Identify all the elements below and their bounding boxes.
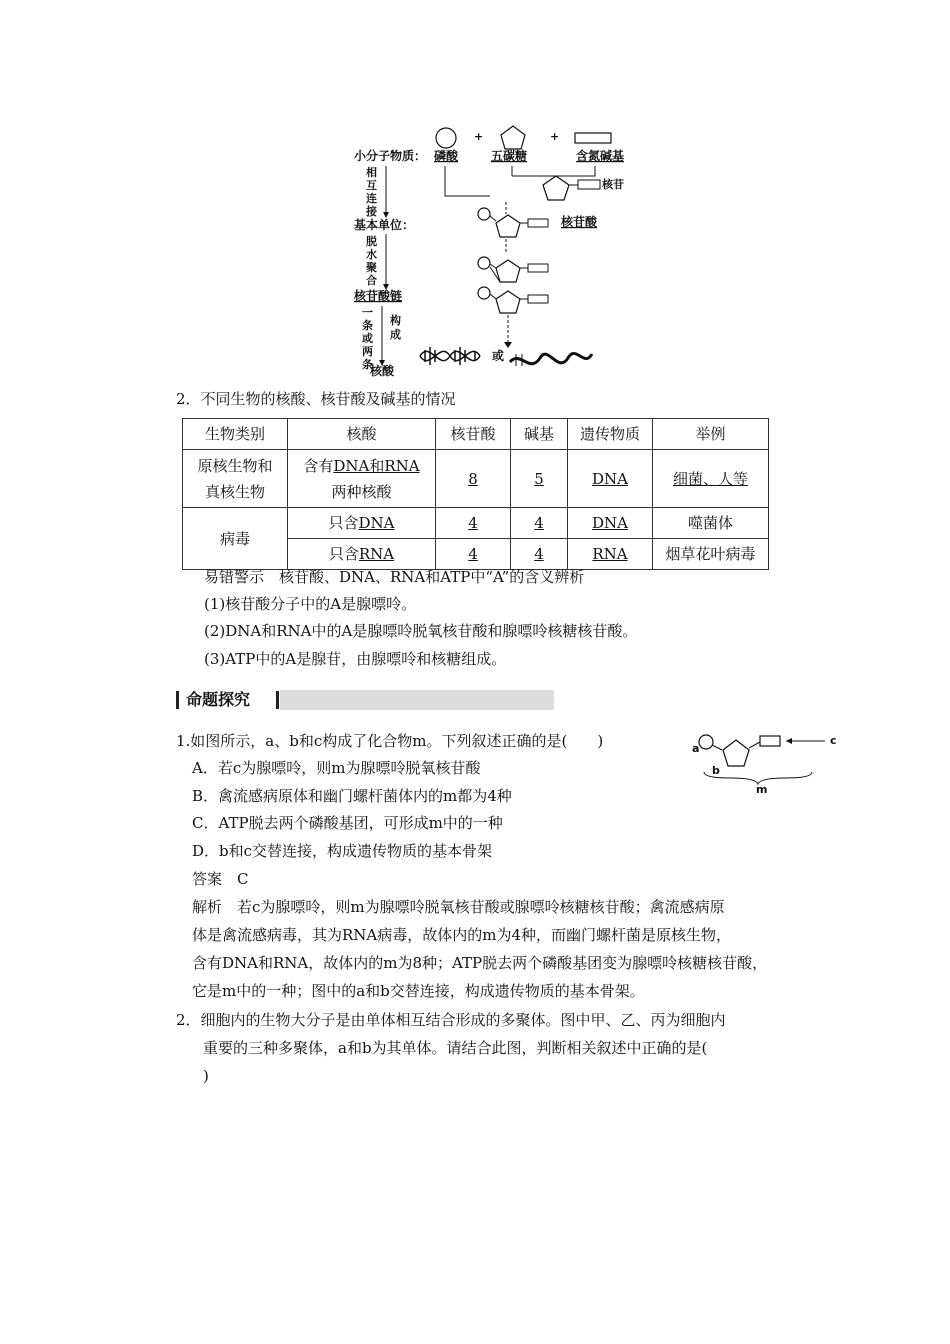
arrow3-char: 成 [390, 328, 401, 341]
label-nucleotide-right: 核苷酸 [561, 215, 598, 229]
table-header: 举例 [653, 419, 769, 450]
nucleic-pre: 只含 [328, 545, 359, 563]
table-cell: 病毒 [183, 508, 288, 570]
table-header-row [183, 419, 769, 450]
arrow3-char: 条 [362, 358, 373, 371]
label-c: c [830, 734, 837, 747]
label-chain: 核苷酸链 [354, 289, 403, 303]
question2-line: 2．细胞内的生物大分子是由单体相互结合形成的多聚体。图中甲、乙、丙为细胞内 [176, 1011, 726, 1029]
section-title: 2．不同生物的核酸、核苷酸及碱基的情况 [176, 390, 456, 408]
question2-line: ) [203, 1067, 209, 1085]
label-small-molecule: 小分子物质： [354, 149, 427, 163]
nucleic-line2: 两种核酸 [331, 482, 392, 501]
explanation-line: 体是禽流感病毒，其为RNA病毒，故体内的m为4种，而幽门螺杆菌是原核生物， [192, 926, 732, 944]
table-cell: 烟草花叶病毒 [653, 539, 769, 570]
nucleotide-symbol [496, 215, 520, 237]
arrow1-char: 接 [366, 205, 377, 218]
arrow2-char: 脱 [366, 235, 377, 248]
table-header: 遗传物质 [568, 419, 653, 450]
table-cell: 细菌、人等 [653, 450, 769, 508]
category-line: 原核生物和 [197, 456, 273, 475]
table-cell: 噬菌体 [653, 508, 769, 539]
comparison-table [182, 418, 769, 570]
table-header: 核苷酸 [436, 419, 511, 450]
warning-item: (3)ATP中的A是腺苷，由腺嘌呤和核糖组成。 [204, 650, 507, 668]
warning-title: 易错警示 核苷酸、DNA、RNA和ATP中“A”的含义辨析 [204, 568, 585, 586]
nucleotide-figure [690, 728, 840, 796]
label-or: 或 [492, 349, 505, 363]
label-basic-unit: 基本单位： [354, 218, 415, 232]
nucleic-underlined: DNA [358, 514, 395, 532]
section-header: 命题探究 [186, 690, 251, 709]
label-b: b [712, 764, 720, 777]
pentose-symbol [501, 126, 525, 149]
plus-sign: + [474, 130, 484, 143]
arrow3-char: 一 [362, 306, 373, 319]
arrow1-char: 相 [366, 166, 377, 179]
arrow3-char: 或 [362, 332, 373, 345]
question2-line: 重要的三种多聚体，a和b为其单体。请结合此图，判断相关叙述中正确的是( [203, 1039, 708, 1057]
table-cell: 8 [436, 450, 511, 508]
dna-double-helix [420, 347, 480, 365]
nucleic-acid-diagram [340, 118, 625, 378]
arrow1-char: 连 [366, 192, 377, 205]
arrow3-char: 两 [362, 345, 373, 358]
option-c: C．ATP脱去两个磷酸基团，可形成m中的一种 [192, 814, 503, 832]
nucleic-underlined: DNA和RNA [333, 456, 420, 475]
arrow3-char: 条 [362, 319, 373, 332]
table-cell: 4 [436, 508, 511, 539]
arrow2-char: 合 [366, 274, 377, 287]
option-d: D．b和c交替连接，构成遗传物质的基本骨架 [192, 842, 493, 860]
category-line: 真核生物 [204, 482, 265, 501]
plus-sign: + [550, 130, 560, 143]
option-a: A．若c为腺嘌呤，则m为腺嘌呤脱氧核苷酸 [192, 759, 481, 777]
table-cell: DNA [568, 508, 653, 539]
label-nucleoside: 核苷 [602, 178, 624, 191]
table-cell: RNA [568, 539, 653, 570]
table-cell: DNA [568, 450, 653, 508]
table-header: 生物类别 [183, 419, 288, 450]
base-symbol [575, 133, 611, 143]
table-cell [288, 539, 436, 570]
table-row [183, 508, 769, 539]
table-cell: 4 [436, 539, 511, 570]
label-base: 含氮碱基 [576, 149, 625, 163]
rna-single-strand [510, 353, 592, 366]
table-cell [288, 508, 436, 539]
label-a: a [692, 742, 700, 755]
table-cell [288, 450, 436, 508]
table-cell: 5 [511, 450, 568, 508]
table-cell [183, 450, 288, 508]
table-row [183, 450, 769, 508]
phosphate-symbol [436, 128, 456, 148]
explanation-line: 含有DNA和RNA，故体内的m为8种；ATP脱去两个磷酸基团变为腺嘌呤核糖核苷酸， [192, 954, 768, 972]
arrow2-char: 聚 [366, 261, 377, 274]
nucleoside-pentose [543, 176, 569, 200]
arrow1-char: 互 [366, 179, 377, 192]
option-b: B．禽流感病原体和幽门螺杆菌体内的m都为4种 [192, 787, 512, 805]
table-header: 碱基 [511, 419, 568, 450]
nucleic-pre: 只含 [328, 514, 359, 532]
table-header: 核酸 [288, 419, 436, 450]
table-cell: 4 [511, 539, 568, 570]
label-nucleic-acid: 核酸 [370, 364, 395, 378]
explanation-line: 它是m中的一种；图中的a和b交替连接，构成遗传物质的基本骨架。 [192, 982, 645, 1000]
label-m: m [756, 783, 768, 796]
label-phosphate: 磷酸 [434, 149, 459, 163]
nucleic-pre: 含有 [303, 456, 334, 475]
answer: 答案 C [192, 870, 249, 888]
arrow3-char: 构 [390, 314, 401, 327]
question-stem: 1.如图所示，a、b和c构成了化合物m。下列叙述正确的是( ) [176, 732, 604, 750]
warning-item: (1)核苷酸分子中的A是腺嘌呤。 [204, 595, 417, 613]
table-cell: 4 [511, 508, 568, 539]
warning-item: (2)DNA和RNA中的A是腺嘌呤脱氧核苷酸和腺嘌呤核糖核苷酸。 [204, 622, 638, 640]
explanation-line: 解析 若c为腺嘌呤，则m为腺嘌呤脱氧核苷酸或腺嘌呤核糖核苷酸；禽流感病原 [192, 898, 725, 916]
arrow2-char: 水 [366, 248, 377, 261]
nucleic-underlined: RNA [358, 545, 395, 563]
label-pentose: 五碳糖 [491, 149, 528, 163]
